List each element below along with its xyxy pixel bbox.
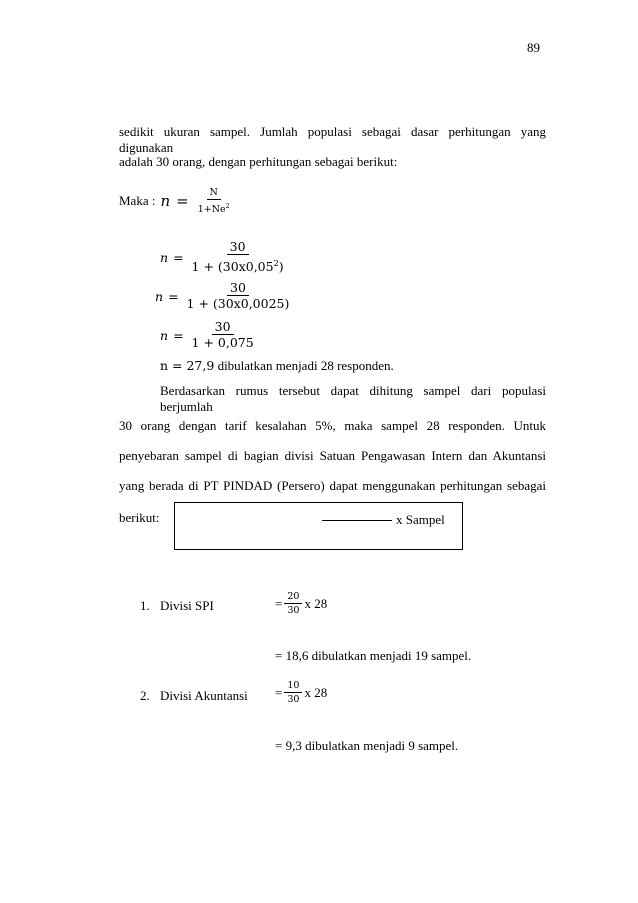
paragraph-line: sedikit ukuran sampel. Jumlah populasi sebagai dasar perhitungan yang digunakan	[119, 124, 546, 155]
step-numerator: 30	[227, 281, 249, 296]
list-number: 1.	[140, 598, 150, 613]
step-fraction	[189, 320, 257, 350]
step-numerator: 30	[212, 320, 234, 335]
box-text: x Sampel	[396, 512, 445, 527]
formula-numerator: N	[207, 187, 221, 200]
formula-variable: n	[160, 192, 171, 211]
paragraph-line: penyebaran sampel di bagian divisi Satuan Pengawasan Intern dan Akuntansi	[119, 448, 546, 463]
calculation-step: n = $\frac{30}{1 + 0,075}$	[160, 320, 257, 350]
division-calculation: = $\frac{10}{30}$ x 28	[275, 680, 328, 705]
division-name: Divisi Akuntansi	[160, 688, 248, 703]
division-multiplier: x 28	[304, 684, 328, 700]
paragraph-line: berikut:	[119, 510, 160, 525]
division-fraction: $\frac{20}{30}$	[284, 591, 302, 616]
formula-fraction	[195, 187, 233, 215]
result-text: dibulatkan menjadi 28 responden.	[214, 358, 394, 373]
division-result: = 9,3 dibulatkan menjadi 9 sampel.	[275, 738, 459, 753]
slovin-formula	[119, 187, 233, 215]
step-denominator: 1 + 0,075	[191, 335, 254, 350]
step-denominator: $1 + (30x0,05^2)$	[191, 258, 284, 275]
paragraph-line: 30 orang dengan tarif kesalahan 5%, maka sampel 28 responden. Untuk	[119, 418, 546, 433]
division-result: = 18,6 dibulatkan menjadi 19 sampel.	[275, 648, 472, 663]
formula-equals: =	[176, 192, 189, 211]
formula-denominator: $1+Ne^2$	[197, 203, 230, 216]
step-denominator: 1 + (30x0,0025)	[186, 296, 290, 311]
division-name: Divisi SPI	[160, 598, 214, 613]
page-number: 89	[527, 40, 540, 55]
maka-label: Maka :	[119, 193, 156, 209]
step-fraction	[189, 240, 287, 274]
division-calculation: = $\frac{20}{30}$ x 28	[275, 591, 328, 616]
result-lhs: n = 27,9	[160, 358, 215, 373]
division-fraction: $\frac{10}{30}$	[284, 680, 302, 705]
paragraph-line: Berdasarkan rumus tersebut dapat dihitung sampel dari populasi berjumlah	[160, 383, 546, 414]
step-numerator: 30	[227, 240, 249, 255]
calculation-step: n = $\frac{30}{1 + (30x0,05^2)}$	[160, 240, 287, 274]
calculation-step: n = $\frac{30}{1 + (30x0,0025)}$	[155, 281, 292, 311]
list-number: 2.	[140, 688, 150, 703]
paragraph-line: adalah 30 orang, dengan perhitungan sebagai berikut:	[119, 154, 398, 169]
fraction-line	[322, 520, 392, 521]
result-line	[160, 358, 394, 374]
step-fraction	[184, 281, 293, 311]
paragraph-line: yang berada di PT PINDAD (Persero) dapat menggunakan perhitungan sebagai	[119, 478, 546, 493]
division-multiplier: x 28	[304, 595, 328, 611]
